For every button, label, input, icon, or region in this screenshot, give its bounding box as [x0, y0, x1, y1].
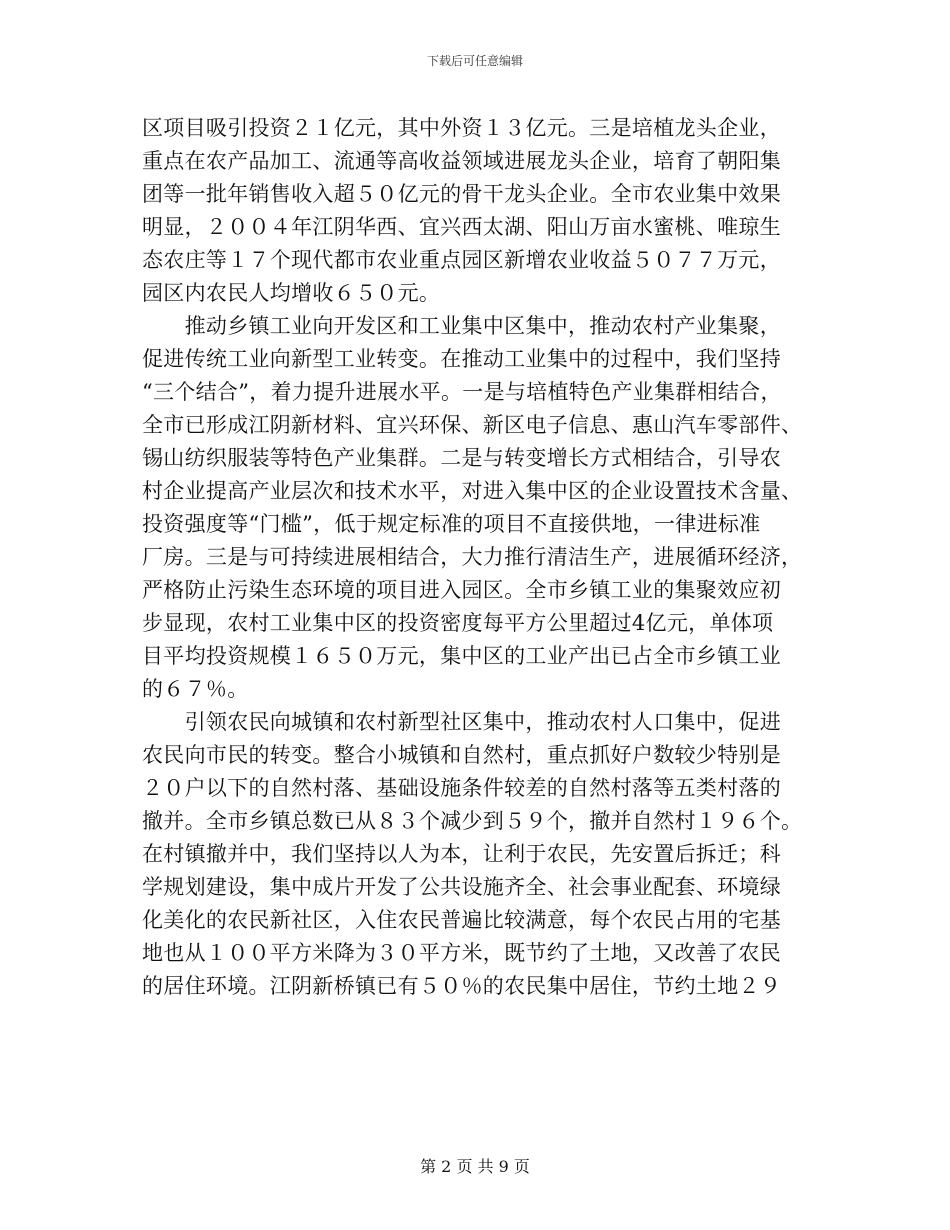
body-line: 全市已形成江阴新材料、宜兴环保、新区电子信息、惠山汽车零部件、	[142, 413, 803, 437]
body-line: 化美化的农民新社区，入住农民普遍比较满意，每个农民占用的宅基	[142, 908, 781, 932]
body-line: 促进传统工业向新型工业转变。在推动工业集中的过程中，我们坚持	[142, 347, 781, 371]
body-line: 团等一批年销售收入超５０亿元的骨干龙头企业。全市农业集中效果	[142, 182, 781, 206]
body-line: 区项目吸引投资２１亿元，其中外资１３亿元。三是培植龙头企业，	[142, 116, 781, 140]
body-line: 学规划建设，集中成片开发了公共设施齐全、社会事业配套、环境绿	[142, 875, 781, 899]
body-line: 厂房。三是与可持续进展相结合，大力推行清洁生产，进展循环经济，	[142, 545, 803, 569]
body-line: 步显现，农村工业集中区的投资密度每平方公里超过4亿元，单体项	[142, 611, 774, 635]
body-line: 严格防止污染生态环境的项目进入园区。全市乡镇工业的集聚效应初	[142, 578, 781, 602]
body-line: 明显，２００４年江阴华西、宜兴西太湖、阳山万亩水蜜桃、唯琼生	[142, 215, 781, 239]
body-line: 推动乡镇工业向开发区和工业集中区集中，推动农村产业集聚，	[142, 314, 781, 338]
document-body	[142, 112, 807, 1003]
body-line: 园区内农民人均增收６５０元。	[142, 281, 441, 305]
body-line: 重点在农产品加工、流通等高收益领域进展龙头企业，培育了朝阳集	[142, 149, 781, 173]
page-header: 下载后可任意编辑	[426, 54, 523, 68]
body-line: 态农庄等１７个现代都市农业重点园区新增农业收益５０７７万元，	[142, 248, 781, 272]
body-line: ２０户以下的自然村落、基础设施条件较差的自然村落等五类村落的	[142, 776, 781, 800]
body-line: “三个结合”，着力提升进展水平。一是与培植特色产业集群相结合，	[142, 380, 782, 404]
body-line: 锡山纺织服装等特色产业集群。二是与转变增长方式相结合，引导农	[142, 446, 781, 470]
body-line: 撤并。全市乡镇总数已从８３个减少到５９个，撤并自然村１９６个。	[142, 809, 803, 833]
body-line: 在村镇撤并中，我们坚持以人为本，让利于农民，先安置后拆迁；科	[142, 842, 781, 866]
body-line: 农民向市民的转变。整合小城镇和自然村，重点抓好户数较少特别是	[142, 743, 781, 767]
body-line: 目平均投资规模１６５０万元，集中区的工业产出已占全市乡镇工业	[142, 644, 781, 668]
body-line: 引领农民向城镇和农村新型社区集中，推动农村人口集中，促进	[142, 710, 781, 734]
body-line: 投资强度等“门槛”，低于规定标准的项目不直接供地，一律进标准	[142, 512, 761, 536]
body-line: 地也从１００平方米降为３０平方米，既节约了土地，又改善了农民	[142, 941, 781, 965]
page-footer: 第 2 页 共 9 页	[420, 1157, 530, 1176]
body-line: 村企业提高产业层次和技术水平，对进入集中区的企业设置技术含量、	[142, 479, 803, 503]
body-line: 的６７％。	[142, 677, 249, 701]
body-line: 的居住环境。江阴新桥镇已有５０％的农民集中居住，节约土地２９	[142, 974, 781, 998]
